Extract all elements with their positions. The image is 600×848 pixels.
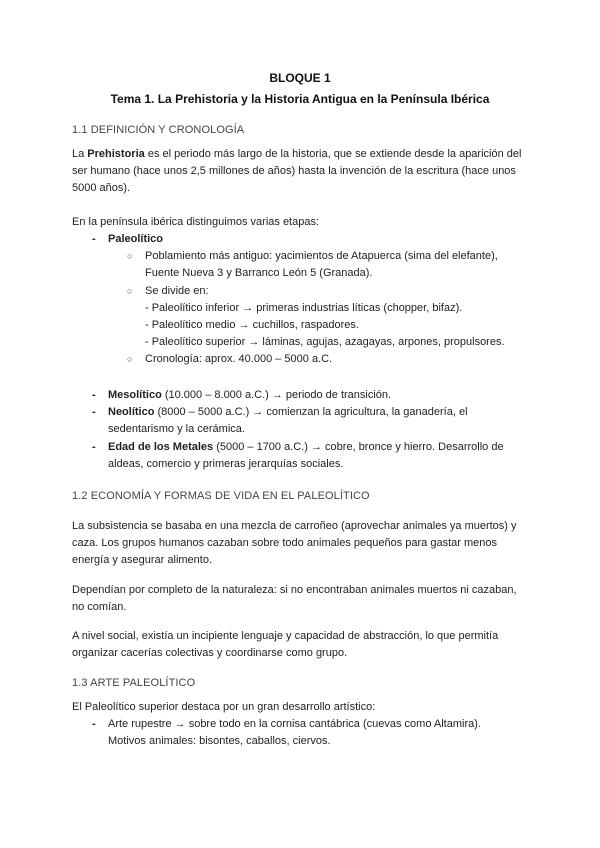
paragraph-line: energía y asegurar alimento. xyxy=(72,554,213,566)
list-item-neolitico xyxy=(108,404,468,421)
list-line: sedentarismo y la cerámica. xyxy=(108,423,245,435)
sublist-line: Se divide en: xyxy=(145,285,209,297)
term-prehistoria: Prehistoria xyxy=(87,148,145,160)
sublist-line: Fuente Nueva 3 y Barranco León 5 (Granada). xyxy=(145,267,373,279)
paragraph-line: La subsistencia se basaba en una mezcla de carroñeo (aprovechar animales ya muertos) y xyxy=(72,520,517,532)
text-span: es el periodo más largo de la historia, que se extiende desde la aparición del xyxy=(144,148,522,160)
paragraph-line: A nivel social, existía un incipiente lenguaje y capacidad de abstracción, lo que permitía xyxy=(72,630,499,642)
list-item-paleolitico: Paleolítico xyxy=(108,233,164,245)
section-heading-1-3: 1.3 ARTE PALEOLÍTICO xyxy=(72,677,196,689)
paragraph-line: no comían. xyxy=(72,601,127,613)
text-span: La xyxy=(72,148,88,160)
text-span: (8000 – 5000 a.C.) → comienzan la agricultura, la ganadería, el xyxy=(154,406,468,418)
block-title: BLOQUE 1 xyxy=(269,71,331,85)
paragraph-line: El Paleolítico superior destaca por un gran desarrollo artístico: xyxy=(72,701,376,713)
list-item-mesolitico xyxy=(108,387,391,404)
list-dash: - xyxy=(92,441,96,453)
text-span: (10.000 – 8.000 a.C.) → periodo de transición. xyxy=(161,389,392,401)
term-mesolitico: Mesolítico xyxy=(108,389,162,401)
text-span: (5000 – 1700 a.C.) → cobre, bronce y hierro. Desarrollo de xyxy=(213,441,504,453)
sublist-line: Poblamiento más antiguo: yacimientos de Atapuerca (sima del elefante), xyxy=(145,250,498,262)
topic-title: Tema 1. La Prehistoria y la Historia Antigua en la Península Ibérica xyxy=(110,92,490,106)
paragraph-line: 5000 años). xyxy=(72,182,131,194)
list-dash: - xyxy=(92,233,96,245)
sublist-line: - Paleolítico inferior → primeras industrias líticas (chopper, bifaz). xyxy=(145,302,463,314)
list-item-metales xyxy=(108,439,504,456)
paragraph-line: caza. Los grupos humanos cazaban sobre todo animales pequeños para gastar menos xyxy=(72,537,497,549)
circle-bullet: ○ xyxy=(127,251,133,261)
paragraph-line: organizar cacerías colectivas y coordinarse como grupo. xyxy=(72,647,348,659)
paragraph-line: ser humano (hace unos 2,5 millones de años) hasta la invención de la escritura (hace unos xyxy=(72,165,516,177)
sublist-line: - Paleolítico superior → láminas, agujas, azagayas, arpones, propulsores. xyxy=(145,336,505,348)
section-heading-1-1: 1.1 DEFINICIÓN Y CRONOLOGÍA xyxy=(72,124,245,136)
term-edad-metales: Edad de los Metales xyxy=(108,441,214,453)
list-dash: - xyxy=(92,718,96,730)
list-line: aldeas, comercio y primeras jerarquías sociales. xyxy=(108,458,344,470)
paragraph-line: Dependían por completo de la naturaleza: si no encontraban animales muertos ni cazaban, xyxy=(72,584,517,596)
sublist-line: Cronología: aprox. 40.000 – 5000 a.C. xyxy=(145,353,333,365)
list-dash: - xyxy=(92,406,96,418)
section-heading-1-2: 1.2 ECONOMÍA Y FORMAS DE VIDA EN EL PALEOLÍTICO xyxy=(72,490,370,502)
sublist-line: - Paleolítico medio → cuchillos, raspadores. xyxy=(145,319,359,331)
list-line: Motivos animales: bisontes, caballos, ciervos. xyxy=(108,735,331,747)
circle-bullet: ○ xyxy=(127,354,133,364)
circle-bullet: ○ xyxy=(127,286,133,296)
paragraph-line xyxy=(72,146,521,163)
term-neolitico: Neolítico xyxy=(108,406,155,418)
paragraph-line: En la península ibérica distinguimos varias etapas: xyxy=(72,216,320,228)
list-dash: - xyxy=(92,389,96,401)
list-item-arte-rupestre: Arte rupestre → sobre todo en la cornisa cantábrica (cuevas como Altamira). xyxy=(108,718,481,730)
